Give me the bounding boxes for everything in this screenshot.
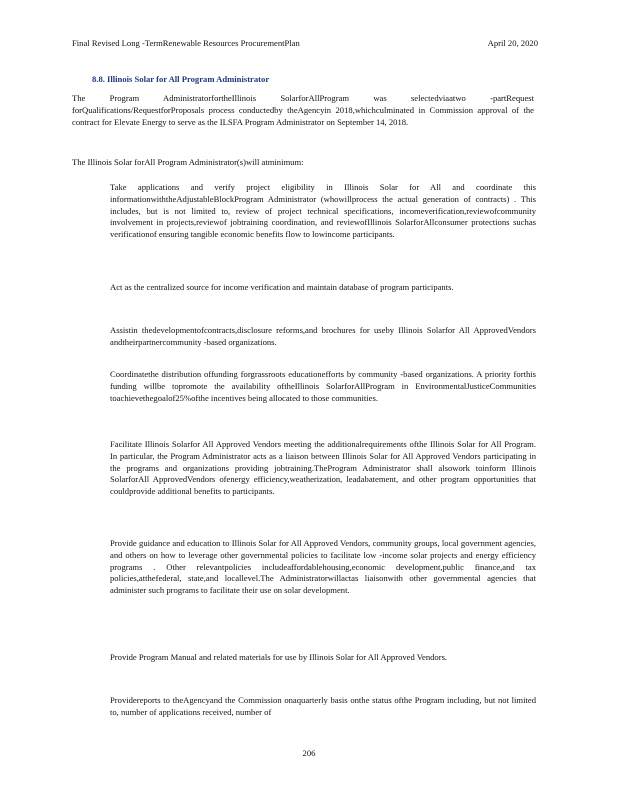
running-header — [72, 38, 538, 48]
list-item — [88, 538, 536, 597]
bullet-icon — [88, 538, 110, 597]
list-item — [88, 369, 536, 404]
bullet-icon — [88, 182, 110, 241]
list-item — [88, 652, 536, 664]
bullet-icon — [88, 695, 110, 719]
list-item — [88, 282, 536, 294]
bullet-icon — [88, 652, 110, 664]
list-item-text: Act as the centralized source for income verification and maintain database of program participants. — [110, 282, 454, 292]
list-item — [88, 695, 536, 719]
list-item — [88, 325, 536, 349]
lead-sentence: The Illinois Solar forAll Program Administrator(s)will atminimum: — [72, 157, 304, 167]
bullet-icon — [88, 439, 110, 498]
list-item-text: Coordinatethe distribution offunding forgrassroots educationefforts by community -based organizations. A priority forthis funding willbe topromote the availability oftheIllinois SolarforAllProgram in EnvironmentalJusticeCommunities toachievethegoalof25%ofthe incentives being allocated to those communities. — [110, 369, 536, 403]
list-item-text: Assistin thedevelopmentofcontracts,disclosure reforms,and brochures for useby Illinois Solarfor All ApprovedVendors andtheirpartnercommunity -based organizations. — [110, 325, 536, 347]
list-item-text: Providereports to theAgencyand the Commission onaquarterly basis onthe status ofthe Program including, but not limited to, number of applications received, number of — [110, 695, 536, 717]
list-item-text: Provide Program Manual and related materials for use by Illinois Solar for All Approved Vendors. — [110, 652, 448, 662]
section-number: 8.8. — [92, 74, 105, 84]
header-title: Final Revised Long -TermRenewable Resources ProcurementPlan — [72, 38, 300, 48]
header-date: April 20, 2020 — [487, 38, 538, 48]
list-item-text: Facilitate Illinois Solarfor All Approved Vendors meeting the additionalrequirements ofthe Illinois Solar for All Program. In particular, the Program Administrator acts as a liaison between Illinois Solar for All Approved Vendors participating in the programs and organizations providing jobtraining.TheProgram Administrator shall alsowork toinform Illinois SolarforAll ApprovedVendors ofenergy efficiency,weatherization, leadabatement, and other program opportunities that couldprovide additional benefits to participants. — [110, 439, 536, 497]
bullet-icon — [88, 325, 110, 349]
intro-paragraph: The Program AdministratorfortheIllinois SolarforAllProgram was selectedviaatwo -partRequest forQualifications/RequestforProposals process conductedby theAgencyin 2018,whichculminated in Commission approval of the contract for Elevate Energy to serve as the ILSFA Program Administrator on September 14, 2018. — [72, 93, 534, 127]
list-item-text: Take applications and verify project eligibility in Illinois Solar for All and coordinate this informationwiththeAdjustableBlockProgram Administrator (whowillprocess the actual generation of contracts) . This includes, but is not limited to, review of project technical specifications, incomeverification,reviewofcommunity involvement in projects,reviewof jobtraining coordination, and reviewofIllinois SolarforAllconsumer protections suchas verificationof ensuring tangible economic benefits flow to lowincome participants. — [110, 182, 536, 240]
bullet-icon — [88, 282, 110, 294]
list-item-text: Provide guidance and education to Illinois Solar for All Approved Vendors, community groups, local government agencies, and others on how to leverage other governmental policies to facilitate low -income solar projects and energy efficiency programs . Other relevantpolicies includeaffordablehousing,economic development,public finance,and tax policies,atthefederal, state,and locallevel.The Administratorwillactas liaisonwith other governmental agencies that administer such programs to facilitate their use on solar development. — [110, 538, 536, 596]
list-item — [88, 182, 536, 241]
bullet-icon — [88, 369, 110, 404]
page-number: 206 — [302, 748, 316, 758]
list-item — [88, 439, 536, 498]
section-heading — [92, 74, 269, 84]
section-title: Illinois Solar for All Program Administrator — [107, 74, 270, 84]
